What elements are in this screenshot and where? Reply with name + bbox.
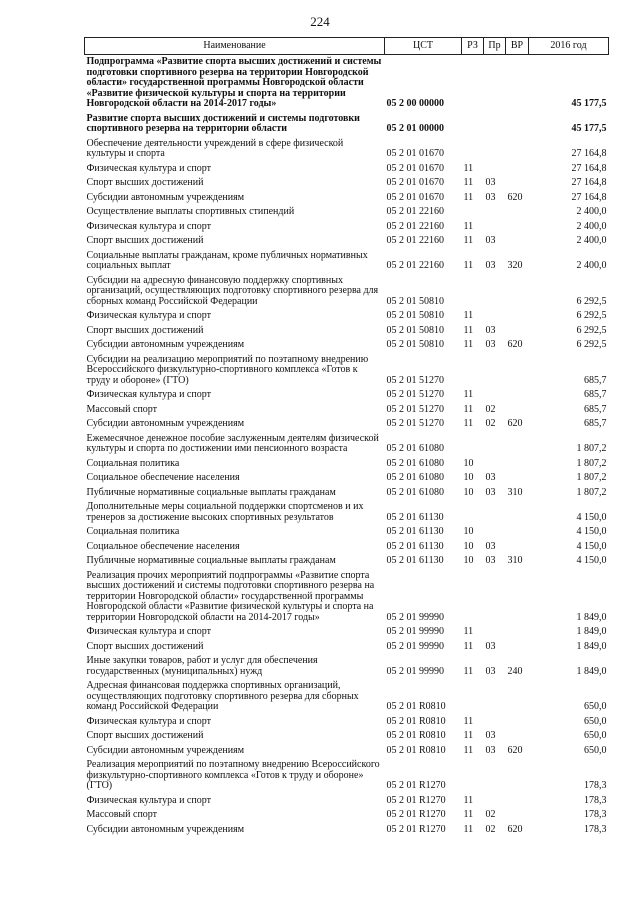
row-cst: 05 2 01 99990 — [386, 640, 444, 652]
row-rz: 11 — [463, 794, 474, 806]
row-name: Физическая культура и спорт — [86, 389, 211, 400]
table-row — [85, 808, 609, 823]
row-name: Социальное обеспечение населения — [86, 472, 240, 483]
row-pr — [484, 55, 506, 112]
row-vr — [506, 758, 529, 794]
row-cst: 05 2 01 99990 — [386, 665, 444, 677]
row-pr — [484, 457, 506, 472]
row-amount: 685,7 — [584, 389, 607, 400]
row-name: Адресная финансовая поддержка спортивных организаций, осуществляющих подготовку спортивного резерва для сборных команд Российской Федерации — [86, 680, 359, 712]
row-name: Физическая культура и спорт — [86, 310, 211, 321]
row-name: Субсидии на реализацию мероприятий по поэтапному внедрению Всероссийского физкультурно-спортивного комплекса «Готов к труду и обороне» (ГТО) — [86, 353, 369, 386]
table-row — [85, 540, 609, 555]
row-vr: 620 — [507, 418, 523, 429]
row-name: Субсидии автономным учреждениям — [86, 339, 245, 350]
row-amount: 1 807,2 — [576, 486, 607, 498]
row-rz: 11 — [463, 626, 474, 637]
row-vr — [506, 309, 529, 324]
row-cst: 05 2 01 R1270 — [386, 809, 446, 820]
row-amount: 1 849,0 — [576, 611, 607, 623]
row-cst: 05 2 01 01670 — [386, 162, 444, 174]
row-name: Реализация мероприятий по поэтапному внедрению Всероссийского физкультурно-спортивного комплекса «Готов к труду и обороне» (ГТО) — [86, 759, 380, 791]
row-amount: 6 292,5 — [576, 310, 607, 321]
row-name: Спорт высших достижений — [86, 640, 204, 652]
row-cst: 05 2 01 22160 — [386, 220, 444, 232]
row-cst: 05 2 01 51270 — [386, 374, 444, 386]
row-name: Субсидии автономным учреждениям — [86, 191, 245, 203]
row-vr — [506, 403, 529, 418]
row-cst: 05 2 01 61130 — [386, 555, 444, 566]
row-name: Субсидии автономным учреждениям — [86, 418, 245, 429]
row-amount: 27 164,8 — [571, 177, 607, 188]
row-rz: 11 — [463, 403, 474, 415]
table-row — [85, 794, 609, 809]
table-row — [85, 432, 609, 457]
row-cst: 05 2 01 61130 — [386, 511, 444, 523]
row-vr — [506, 794, 529, 809]
row-pr — [484, 525, 506, 540]
row-name: Подпрограмма «Развитие спорта высших достижений и системы подготовки спортивного резерва на территории Новгородской области» государственной программы Новгородской области «Развитие физической культуры и спорта на территории Новгородской области на 2014-2017 годы» — [86, 56, 382, 109]
table-row — [85, 234, 609, 249]
row-vr — [506, 432, 529, 457]
row-rz — [462, 500, 484, 525]
row-pr — [484, 205, 506, 220]
row-rz: 11 — [463, 310, 474, 321]
table-row — [85, 457, 609, 472]
table-row — [85, 625, 609, 640]
row-amount: 1 807,2 — [576, 472, 607, 483]
row-vr: 620 — [507, 823, 523, 835]
row-pr: 03 — [485, 665, 496, 677]
row-amount: 1 807,2 — [576, 443, 607, 454]
table-row — [85, 162, 609, 177]
table-row — [85, 729, 609, 744]
row-rz: 10 — [463, 526, 474, 537]
row-vr — [506, 205, 529, 220]
table-row — [85, 715, 609, 730]
row-name: Спорт высших достижений — [86, 730, 204, 741]
row-pr — [484, 137, 506, 162]
row-vr — [506, 540, 529, 555]
row-vr — [506, 569, 529, 626]
row-amount: 2 400,0 — [576, 206, 607, 217]
row-vr — [506, 137, 529, 162]
row-vr: 320 — [507, 260, 523, 271]
row-vr — [506, 353, 529, 389]
row-rz — [462, 569, 484, 626]
row-pr — [484, 432, 506, 457]
row-amount: 1 849,0 — [576, 626, 607, 637]
row-name: Социальная политика — [86, 526, 180, 537]
table-header-row — [85, 38, 609, 55]
budget-table — [84, 37, 609, 837]
row-rz: 11 — [463, 220, 474, 232]
row-vr — [506, 457, 529, 472]
header-vr: ВР — [506, 38, 529, 55]
row-pr — [484, 625, 506, 640]
row-vr — [506, 162, 529, 177]
row-rz: 11 — [463, 162, 474, 174]
row-amount: 650,0 — [584, 730, 607, 741]
row-pr — [484, 112, 506, 137]
row-amount: 27 164,8 — [571, 148, 607, 159]
row-pr — [484, 569, 506, 626]
row-rz — [462, 55, 484, 112]
row-rz: 11 — [463, 730, 474, 741]
row-cst: 05 2 01 01670 — [386, 191, 444, 203]
row-name: Дополнительные меры социальной поддержки спортсменов и их тренеров за достижение высоких спортивных результатов — [86, 501, 364, 523]
row-amount: 45 177,5 — [571, 98, 607, 109]
row-name: Социальное обеспечение населения — [86, 540, 240, 552]
row-rz — [462, 274, 484, 310]
row-vr — [506, 640, 529, 655]
table-row — [85, 744, 609, 759]
table-row — [85, 654, 609, 679]
row-name: Осуществление выплаты спортивных стипендий — [86, 206, 295, 217]
row-amount: 650,0 — [584, 715, 607, 727]
row-name: Спорт высших достижений — [86, 324, 204, 336]
row-pr: 03 — [485, 177, 496, 188]
row-amount: 685,7 — [584, 374, 607, 386]
row-amount: 178,3 — [584, 809, 607, 820]
row-name: Субсидии автономным учреждениям — [86, 744, 245, 756]
row-rz — [462, 205, 484, 220]
row-pr: 03 — [485, 486, 496, 498]
row-rz: 11 — [463, 260, 474, 271]
row-pr: 03 — [485, 730, 496, 741]
row-rz: 11 — [463, 324, 474, 336]
row-name: Публичные нормативные социальные выплаты гражданам — [86, 486, 336, 498]
row-pr: 03 — [485, 339, 496, 350]
table-row — [85, 500, 609, 525]
row-amount: 27 164,8 — [571, 191, 607, 203]
row-amount: 1 849,0 — [576, 665, 607, 677]
row-name: Субсидии на адресную финансовую поддержку спортивных организаций, осуществляющих подготовку спортивного резерва для сборных команд Российской Федерации — [86, 274, 379, 307]
row-pr: 03 — [485, 235, 496, 246]
row-name: Субсидии автономным учреждениям — [86, 823, 245, 835]
row-name: Социальная политика — [86, 457, 180, 469]
header-cst: ЦСТ — [385, 38, 462, 55]
row-name: Физическая культура и спорт — [86, 220, 211, 232]
row-pr: 02 — [485, 403, 496, 415]
row-amount: 2 400,0 — [576, 235, 607, 246]
row-name: Физическая культура и спорт — [86, 162, 211, 174]
row-vr: 310 — [507, 555, 523, 566]
row-cst: 05 2 01 61130 — [386, 540, 444, 552]
row-amount: 6 292,5 — [576, 295, 607, 307]
row-pr: 03 — [485, 540, 496, 552]
row-vr — [506, 274, 529, 310]
row-rz — [462, 758, 484, 794]
row-name: Развитие спорта высших достижений и системы подготовки спортивного резерва на территории области — [86, 112, 360, 134]
row-pr — [484, 679, 506, 715]
row-vr — [506, 388, 529, 403]
page-number: 224 — [310, 14, 330, 29]
row-cst: 05 2 01 R0810 — [386, 701, 446, 712]
row-pr: 02 — [485, 809, 496, 820]
row-cst: 05 2 01 01670 — [386, 177, 444, 188]
row-pr: 03 — [485, 640, 496, 652]
row-pr — [484, 758, 506, 794]
row-rz: 11 — [463, 191, 474, 203]
table-row — [85, 274, 609, 310]
row-rz: 11 — [463, 389, 474, 400]
table-row — [85, 338, 609, 353]
row-vr — [506, 176, 529, 191]
row-rz — [462, 679, 484, 715]
row-name: Спорт высших достижений — [86, 177, 204, 188]
row-pr — [484, 353, 506, 389]
table-row — [85, 220, 609, 235]
row-pr — [484, 794, 506, 809]
row-amount: 4 150,0 — [576, 555, 607, 566]
row-pr — [484, 500, 506, 525]
table-row — [85, 679, 609, 715]
row-amount: 650,0 — [584, 744, 607, 756]
row-pr: 03 — [485, 260, 496, 271]
row-pr: 03 — [485, 324, 496, 336]
row-pr — [484, 162, 506, 177]
table-row — [85, 388, 609, 403]
row-vr — [506, 112, 529, 137]
row-amount: 6 292,5 — [576, 339, 607, 350]
table-row — [85, 403, 609, 418]
row-pr: 02 — [485, 823, 496, 835]
row-amount: 178,3 — [584, 823, 607, 835]
row-rz: 11 — [463, 823, 474, 835]
row-pr: 03 — [485, 744, 496, 756]
table-row — [85, 823, 609, 838]
row-cst: 05 2 01 61130 — [386, 526, 444, 537]
table-row — [85, 758, 609, 794]
row-rz — [462, 432, 484, 457]
row-pr — [484, 220, 506, 235]
table-row — [85, 176, 609, 191]
table-row — [85, 640, 609, 655]
row-amount: 2 400,0 — [576, 220, 607, 232]
row-rz: 10 — [463, 555, 474, 566]
row-pr — [484, 388, 506, 403]
row-rz: 10 — [463, 486, 474, 498]
row-pr: 03 — [485, 555, 496, 566]
row-name: Физическая культура и спорт — [86, 794, 211, 806]
row-rz — [462, 137, 484, 162]
row-amount: 178,3 — [584, 794, 607, 806]
row-cst: 05 2 01 61080 — [386, 472, 444, 483]
row-pr — [484, 309, 506, 324]
row-amount: 650,0 — [584, 701, 607, 712]
row-rz: 10 — [463, 540, 474, 552]
row-vr: 310 — [507, 486, 523, 498]
row-cst: 05 2 01 51270 — [386, 403, 444, 415]
row-cst: 05 2 01 61080 — [386, 443, 444, 454]
row-pr — [484, 274, 506, 310]
table-row — [85, 191, 609, 206]
row-vr — [506, 808, 529, 823]
row-vr — [506, 234, 529, 249]
row-vr — [506, 525, 529, 540]
table-row — [85, 417, 609, 432]
header-pr: Пр — [484, 38, 506, 55]
header-amount: 2016 год — [529, 38, 609, 55]
table-row — [85, 112, 609, 137]
table-body — [85, 55, 609, 838]
row-amount: 685,7 — [584, 418, 607, 429]
row-vr — [506, 324, 529, 339]
header-name: Наименование — [85, 38, 385, 55]
table-row — [85, 525, 609, 540]
table-row — [85, 471, 609, 486]
row-pr — [484, 715, 506, 730]
row-rz: 11 — [463, 418, 474, 429]
table-row — [85, 205, 609, 220]
row-cst: 05 2 01 R0810 — [386, 744, 446, 756]
row-rz: 11 — [463, 640, 474, 652]
row-amount: 4 150,0 — [576, 511, 607, 523]
table-row — [85, 324, 609, 339]
row-rz: 11 — [463, 809, 474, 820]
row-name: Массовый спорт — [86, 809, 158, 820]
row-cst: 05 2 01 50810 — [386, 295, 444, 307]
table-row — [85, 309, 609, 324]
row-pr: 02 — [485, 418, 496, 429]
row-amount: 4 150,0 — [576, 540, 607, 552]
row-amount: 1 807,2 — [576, 457, 607, 469]
row-pr: 03 — [485, 191, 496, 203]
row-name: Реализация прочих мероприятий подпрограммы «Развитие спорта высших достижений и системы подготовки спортивного резерва на территории Новгородской области» государственной программы Новгородской области «Развитие физической культуры и спорта на территории Новгородской области на 2014-2017 годы» — [86, 569, 375, 623]
row-name: Иные закупки товаров, работ и услуг для обеспечения государственных (муниципальных) нужд — [86, 655, 318, 677]
row-cst: 05 2 01 R0810 — [386, 730, 446, 741]
row-amount: 2 400,0 — [576, 260, 607, 271]
row-amount: 45 177,5 — [571, 123, 607, 134]
row-rz — [462, 112, 484, 137]
row-amount: 4 150,0 — [576, 526, 607, 537]
row-cst: 05 2 01 00000 — [386, 123, 444, 134]
table-row — [85, 137, 609, 162]
row-cst: 05 2 01 R1270 — [386, 823, 446, 835]
row-vr: 620 — [507, 191, 523, 203]
row-amount: 178,3 — [584, 780, 607, 791]
row-cst: 05 2 01 R1270 — [386, 780, 446, 791]
row-cst: 05 2 01 R0810 — [386, 715, 446, 727]
row-vr — [506, 500, 529, 525]
row-rz: 10 — [463, 457, 474, 469]
row-vr — [506, 55, 529, 112]
row-amount: 1 849,0 — [576, 640, 607, 652]
row-cst: 05 2 01 51270 — [386, 389, 444, 400]
row-vr — [506, 625, 529, 640]
table-row — [85, 554, 609, 569]
row-rz: 11 — [463, 177, 474, 188]
row-name: Социальные выплаты гражданам, кроме публичных нормативных социальных выплат — [86, 249, 368, 271]
row-cst: 05 2 01 01670 — [386, 148, 444, 159]
row-name: Физическая культура и спорт — [86, 715, 211, 727]
row-cst: 05 2 01 22160 — [386, 206, 444, 217]
row-cst: 05 2 01 50810 — [386, 324, 444, 336]
row-cst: 05 2 01 61080 — [386, 486, 444, 498]
row-pr: 03 — [485, 472, 496, 483]
row-amount: 685,7 — [584, 403, 607, 415]
row-cst: 05 2 01 99990 — [386, 611, 444, 623]
row-cst: 05 2 01 50810 — [386, 310, 444, 321]
row-cst: 05 2 00 00000 — [386, 98, 444, 109]
row-cst: 05 2 01 50810 — [386, 339, 444, 350]
row-amount: 27 164,8 — [571, 162, 607, 174]
row-vr — [506, 471, 529, 486]
row-cst: 05 2 01 99990 — [386, 626, 444, 637]
table-row — [85, 486, 609, 501]
table-row — [85, 569, 609, 626]
row-cst: 05 2 01 51270 — [386, 418, 444, 429]
row-cst: 05 2 01 61080 — [386, 457, 444, 469]
row-name: Физическая культура и спорт — [86, 626, 211, 637]
row-rz — [462, 353, 484, 389]
row-vr: 620 — [507, 744, 523, 756]
row-amount: 6 292,5 — [576, 324, 607, 336]
row-name: Публичные нормативные социальные выплаты гражданам — [86, 555, 336, 566]
row-name: Спорт высших достижений — [86, 235, 204, 246]
row-name: Ежемесячное денежное пособие заслуженным деятелям физической культуры и спорта по достижении ими пенсионного возраста — [86, 432, 379, 454]
row-rz: 10 — [463, 472, 474, 483]
row-vr — [506, 679, 529, 715]
row-rz: 11 — [463, 744, 474, 756]
row-rz: 11 — [463, 339, 474, 350]
row-vr — [506, 220, 529, 235]
row-cst: 05 2 01 R1270 — [386, 794, 446, 806]
row-vr: 240 — [507, 665, 523, 677]
row-rz: 11 — [463, 235, 474, 246]
row-rz: 11 — [463, 715, 474, 727]
row-name: Массовый спорт — [86, 403, 158, 415]
table-row — [85, 353, 609, 389]
row-vr — [506, 715, 529, 730]
row-name: Обеспечение деятельности учреждений в сфере физической культуры и спорта — [86, 137, 344, 159]
table-row — [85, 55, 609, 112]
row-cst: 05 2 01 22160 — [386, 260, 444, 271]
header-rz: РЗ — [462, 38, 484, 55]
row-rz: 11 — [463, 665, 474, 677]
row-vr — [506, 729, 529, 744]
row-vr: 620 — [507, 339, 523, 350]
table-row — [85, 249, 609, 274]
row-cst: 05 2 01 22160 — [386, 235, 444, 246]
